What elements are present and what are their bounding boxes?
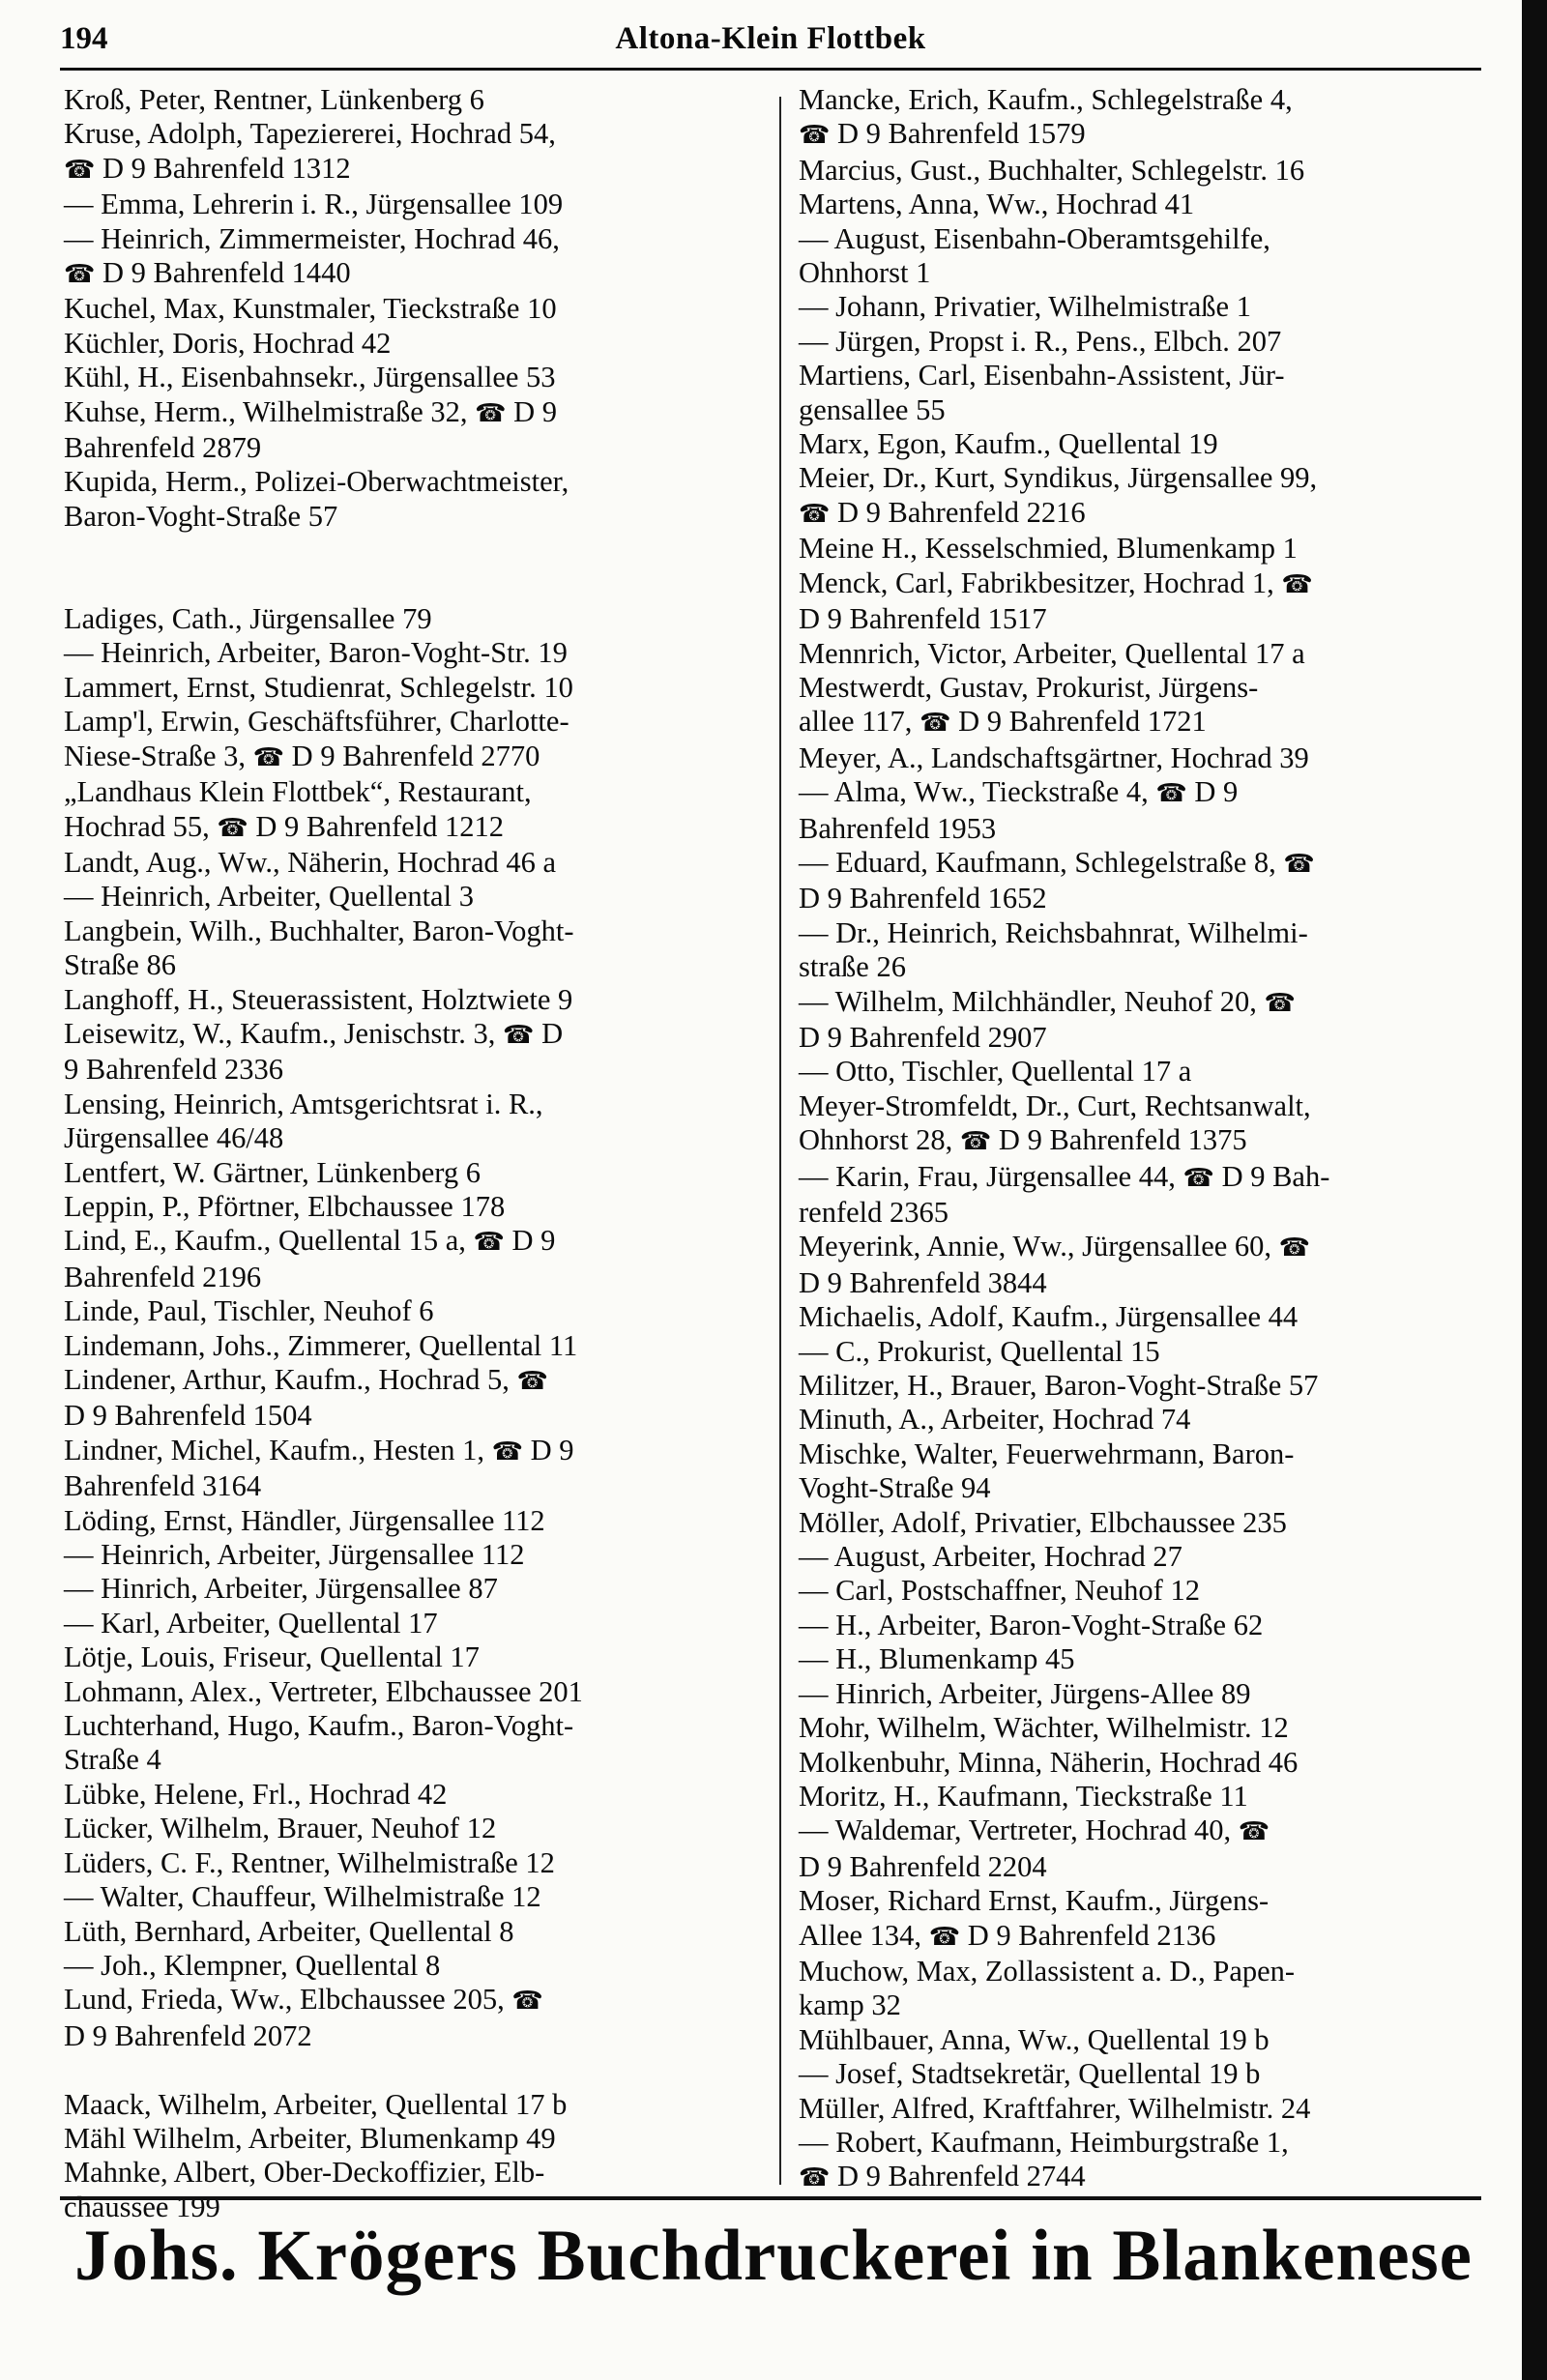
directory-entry-line: — Jürgen, Propst i. R., Pens., Elbch. 207 <box>799 324 1282 358</box>
directory-entry-line: Küchler, Doris, Hochrad 42 <box>64 326 392 360</box>
telephone-icon: ☎ <box>959 1127 992 1157</box>
directory-entry-line: Lübke, Helene, Frl., Hochrad 42 <box>64 1777 448 1811</box>
telephone-icon: ☎ <box>503 1020 535 1050</box>
section-gap <box>64 2053 756 2087</box>
directory-entry-line: Ohnhorst 28, ☎ D 9 Bahrenfeld 1375 <box>799 1123 1247 1157</box>
directory-entry-line: Lund, Frieda, Ww., Elbchaussee 205, ☎ <box>64 1983 543 2017</box>
directory-entry-line: Kühl, H., Eisenbahnsekr., Jürgensallee 53 <box>64 361 556 394</box>
directory-entry-line: — Heinrich, Arbeiter, Baron-Voght-Str. 19 <box>64 636 568 670</box>
directory-entry-line: Moritz, H., Kaufmann, Tieckstraße 11 <box>799 1779 1248 1813</box>
telephone-icon: ☎ <box>475 398 507 428</box>
directory-entry-line: Lüders, C. F., Rentner, Wilhelmistraße 12 <box>64 1845 555 1879</box>
column-divider <box>779 97 781 2185</box>
directory-entry-line: Bahrenfeld 3164 <box>64 1469 262 1503</box>
directory-entry-line: Lentfert, W. Gärtner, Lünkenberg 6 <box>64 1155 482 1189</box>
directory-entry-line: Bahrenfeld 2196 <box>64 1260 262 1293</box>
directory-entry-line: Allee 134, ☎ D 9 Bahrenfeld 2136 <box>799 1918 1216 1952</box>
telephone-icon: ☎ <box>64 260 96 290</box>
directory-entry-line: D 9 Bahrenfeld 1504 <box>64 1399 312 1433</box>
directory-entry-line: ☎ D 9 Bahrenfeld 1312 <box>64 151 351 185</box>
directory-entry-line: Mohr, Wilhelm, Wächter, Wilhelmistr. 12 <box>799 1711 1289 1745</box>
directory-entry-line: Lamp'l, Erwin, Geschäftsführer, Charlotte- <box>64 705 569 739</box>
directory-entry-line: — Heinrich, Arbeiter, Quellental 3 <box>64 880 474 914</box>
directory-entry-line: Lücker, Wilhelm, Brauer, Neuhof 12 <box>64 1812 497 1845</box>
directory-entry-line: Meier, Dr., Kurt, Syndikus, Jürgensallee 99, <box>799 461 1318 495</box>
directory-entry-line: Lammert, Ernst, Studienrat, Schlegelstr. 10 <box>64 670 573 704</box>
directory-entry-line: chaussee 199 <box>64 2190 220 2223</box>
directory-entry-line: — August, Arbeiter, Hochrad 27 <box>799 1540 1182 1574</box>
directory-entry-line: „Landhaus Klein Flottbek“, Restaurant, <box>64 775 532 809</box>
directory-entry-line: Mennrich, Victor, Arbeiter, Quellental 17 a <box>799 636 1305 670</box>
directory-entry-line: — Johann, Privatier, Wilhelmistraße 1 <box>799 290 1251 324</box>
right-column <box>799 83 1491 2196</box>
directory-entry-line: Lötje, Louis, Friseur, Quellental 17 <box>64 1640 480 1674</box>
page-header <box>60 14 1481 62</box>
directory-entry-line: ☎ D 9 Bahrenfeld 2744 <box>799 2160 1086 2193</box>
telephone-icon: ☎ <box>217 813 248 843</box>
directory-entry-line: ☎ D 9 Bahrenfeld 1440 <box>64 256 351 290</box>
directory-entry-line: — Otto, Tischler, Quellental 17 a <box>799 1055 1192 1088</box>
directory-entry-line: — Wilhelm, Milchhändler, Neuhof 20, ☎ <box>799 984 1296 1018</box>
directory-entry-line: Michaelis, Adolf, Kaufm., Jürgensallee 44 <box>799 1300 1299 1334</box>
telephone-icon: ☎ <box>1238 1817 1270 1847</box>
directory-entry-line: — Heinrich, Zimmermeister, Hochrad 46, <box>64 221 560 255</box>
directory-entry-line: D 9 Bahrenfeld 1652 <box>799 882 1047 915</box>
directory-entry-line: Leisewitz, W., Kaufm., Jenischstr. 3, ☎ D <box>64 1016 564 1050</box>
telephone-icon: ☎ <box>799 121 831 151</box>
page-number: 194 <box>60 21 108 56</box>
directory-entry-line: Müller, Alfred, Kraftfahrer, Wilhelmistr. 24 <box>799 2091 1311 2125</box>
telephone-icon: ☎ <box>799 2163 831 2193</box>
telephone-icon: ☎ <box>252 742 285 772</box>
directory-entry-line: Lindener, Arthur, Kaufm., Hochrad 5, ☎ <box>64 1363 548 1396</box>
directory-entry-line: Lindner, Michel, Kaufm., Hesten 1, ☎ D 9 <box>64 1433 574 1466</box>
directory-entry-line: Niese-Straße 3, ☎ D 9 Bahrenfeld 2770 <box>64 739 540 772</box>
directory-entry-line: ☎ D 9 Bahrenfeld 2216 <box>799 495 1086 529</box>
directory-entry-line: renfeld 2365 <box>799 1196 949 1229</box>
directory-entry-line: Hochrad 55, ☎ D 9 Bahrenfeld 1212 <box>64 809 505 843</box>
directory-entry-line: Voght-Straße 94 <box>799 1471 991 1505</box>
telephone-icon: ☎ <box>928 1922 961 1952</box>
telephone-icon: ☎ <box>1182 1163 1214 1193</box>
directory-entry-line: — Carl, Postschaffner, Neuhof 12 <box>799 1574 1200 1608</box>
telephone-icon: ☎ <box>511 1987 543 2017</box>
directory-entry-line: — Karl, Arbeiter, Quellental 17 <box>64 1606 438 1640</box>
directory-entry-line: Mischke, Walter, Feuerwehrmann, Baron- <box>799 1437 1295 1470</box>
directory-entry-line: Bahrenfeld 2879 <box>64 431 262 465</box>
directory-entry-line: Bahrenfeld 1953 <box>799 811 997 845</box>
directory-entry-line: — Hinrich, Arbeiter, Jürgens-Allee 89 <box>799 1676 1251 1710</box>
directory-entry-line: Kroß, Peter, Rentner, Lünkenberg 6 <box>64 83 484 116</box>
printer-advertisement: Johs. Krögers Buchdruckerei in Blankenese <box>74 2216 1473 2296</box>
directory-entry-line: — Hinrich, Arbeiter, Jürgensallee 87 <box>64 1572 498 1606</box>
directory-entry-line: — Waldemar, Vertreter, Hochrad 40, ☎ <box>799 1814 1270 1847</box>
directory-entry-line: — H., Arbeiter, Baron-Voght-Straße 62 <box>799 1608 1264 1641</box>
telephone-icon: ☎ <box>491 1437 523 1466</box>
directory-entry-line: — Josef, Stadtsekretär, Quellental 19 b <box>799 2057 1261 2091</box>
directory-entry-line: Mahnke, Albert, Ober-Deckoffizier, Elb- <box>64 2156 545 2190</box>
directory-entry-line: Kuchel, Max, Kunstmaler, Tieckstraße 10 <box>64 292 557 326</box>
directory-entry-line: ☎ D 9 Bahrenfeld 1579 <box>799 117 1086 151</box>
directory-entry-line: Jürgensallee 46/48 <box>64 1121 284 1155</box>
directory-entry-line: Langhoff, H., Steuerassistent, Holztwiete 9 <box>64 982 573 1016</box>
telephone-icon: ☎ <box>799 499 831 529</box>
running-head: Altona-Klein Flottbek <box>615 21 926 56</box>
directory-entry-line: straße 26 <box>799 950 906 984</box>
directory-entry-line: Mähl Wilhelm, Arbeiter, Blumenkamp 49 <box>64 2121 556 2155</box>
telephone-icon: ☎ <box>1283 849 1315 879</box>
directory-entry-line: D 9 Bahrenfeld 2204 <box>799 1849 1047 1883</box>
footer-rule <box>60 2196 1481 2200</box>
directory-entry-line: Moser, Richard Ernst, Kaufm., Jürgens- <box>799 1884 1270 1918</box>
directory-entry-line: — Joh., Klempner, Quellental 8 <box>64 1948 441 1982</box>
directory-entry-line: Linde, Paul, Tischler, Neuhof 6 <box>64 1294 434 1328</box>
directory-entry-line: Muchow, Max, Zollassistent a. D., Papen- <box>799 1954 1296 1988</box>
directory-entry-line: Mancke, Erich, Kaufm., Schlegelstraße 4, <box>799 83 1293 116</box>
directory-entry-line: Meyerink, Annie, Ww., Jürgensallee 60, ☎ <box>799 1230 1311 1263</box>
directory-entry-line: Kupida, Herm., Polizei-Oberwachtmeister, <box>64 465 569 499</box>
directory-entry-line: Baron-Voght-Straße 57 <box>64 499 338 533</box>
directory-entry-line: D 9 Bahrenfeld 2907 <box>799 1020 1047 1054</box>
directory-entry-line: Langbein, Wilh., Buchhalter, Baron-Voght- <box>64 914 574 947</box>
directory-entry-line: Straße 86 <box>64 948 177 982</box>
directory-entry-line: D 9 Bahrenfeld 3844 <box>799 1265 1047 1299</box>
directory-entry-line: Straße 4 <box>64 1743 161 1777</box>
directory-entry-line: — Dr., Heinrich, Reichsbahnrat, Wilhelmi- <box>799 915 1308 949</box>
directory-entry-line: allee 117, ☎ D 9 Bahrenfeld 1721 <box>799 705 1207 739</box>
directory-entry-line: Minuth, A., Arbeiter, Hochrad 74 <box>799 1403 1191 1437</box>
section-gap <box>64 568 756 602</box>
directory-entry-line: Lüth, Bernhard, Arbeiter, Quellental 8 <box>64 1914 514 1948</box>
directory-entry-line: Ohnhorst 1 <box>799 256 931 290</box>
telephone-icon: ☎ <box>516 1367 548 1396</box>
directory-entry-line: Martiens, Carl, Eisenbahn-Assistent, Jür- <box>799 359 1285 392</box>
telephone-icon: ☎ <box>64 155 96 185</box>
telephone-icon: ☎ <box>1264 988 1296 1018</box>
directory-entry-line: Marcius, Gust., Buchhalter, Schlegelstr. 16 <box>799 153 1305 187</box>
telephone-icon: ☎ <box>1155 779 1187 809</box>
directory-entry-line: Meyer-Stromfeldt, Dr., Curt, Rechtsanwalt, <box>799 1088 1311 1122</box>
directory-entry-line: Meine H., Kesselschmied, Blumenkamp 1 <box>799 532 1298 566</box>
directory-entry-line: — Eduard, Kaufmann, Schlegelstraße 8, ☎ <box>799 845 1315 879</box>
telephone-icon: ☎ <box>919 709 951 739</box>
directory-entry-line: — Walter, Chauffeur, Wilhelmistraße 12 <box>64 1880 541 1914</box>
directory-entry-line: — Alma, Ww., Tieckstraße 4, ☎ D 9 <box>799 775 1239 809</box>
directory-entry-line: — Karin, Frau, Jürgensallee 44, ☎ D 9 Bah- <box>799 1159 1330 1193</box>
directory-entry-line: Kuhse, Herm., Wilhelmistraße 32, ☎ D 9 <box>64 394 558 428</box>
directory-entry-line: Leppin, P., Pförtner, Elbchaussee 178 <box>64 1189 506 1223</box>
directory-entry-line: 9 Bahrenfeld 2336 <box>64 1053 283 1087</box>
directory-entry-line: Kruse, Adolph, Tapeziererei, Hochrad 54, <box>64 117 556 151</box>
directory-entry-line: Lohmann, Alex., Vertreter, Elbchaussee 201 <box>64 1674 583 1708</box>
directory-entry-line: — Robert, Kaufmann, Heimburgstraße 1, <box>799 2125 1289 2159</box>
directory-entry-line: — Heinrich, Arbeiter, Jürgensallee 112 <box>64 1538 525 1572</box>
directory-entry-line: kamp 32 <box>799 1988 901 2022</box>
directory-entry-line: Meyer, A., Landschaftsgärtner, Hochrad 39 <box>799 740 1309 774</box>
directory-entry-line: — H., Blumenkamp 45 <box>799 1642 1075 1676</box>
directory-entry-line: Lind, E., Kaufm., Quellental 15 a, ☎ D 9 <box>64 1224 556 1258</box>
directory-entry-line: — August, Eisenbahn-Oberamtsgehilfe, <box>799 221 1270 255</box>
directory-entry-line: Martens, Anna, Ww., Hochrad 41 <box>799 188 1195 221</box>
telephone-icon: ☎ <box>473 1228 505 1258</box>
directory-entry-line: Luchterhand, Hugo, Kaufm., Baron-Voght- <box>64 1709 574 1743</box>
directory-entry-line: Mestwerdt, Gustav, Prokurist, Jürgens- <box>799 670 1259 704</box>
directory-entry-line: Marx, Egon, Kaufm., Quellental 19 <box>799 427 1218 461</box>
left-column <box>64 83 756 2224</box>
directory-entry-line: — Emma, Lehrerin i. R., Jürgensallee 109 <box>64 188 564 221</box>
directory-entry-line: Landt, Aug., Ww., Näherin, Hochrad 46 a <box>64 845 557 879</box>
section-gap <box>64 534 756 567</box>
directory-entry-line: Löding, Ernst, Händler, Jürgensallee 112 <box>64 1503 545 1537</box>
directory-entry-line: Menck, Carl, Fabrikbesitzer, Hochrad 1, ☎ <box>799 566 1313 599</box>
directory-entry-line: — C., Prokurist, Quellental 15 <box>799 1334 1160 1368</box>
directory-entry-line: Militzer, H., Brauer, Baron-Voght-Straße 57 <box>799 1369 1319 1403</box>
directory-entry-line: Mühlbauer, Anna, Ww., Quellental 19 b <box>799 2022 1270 2056</box>
directory-entry-line: Lensing, Heinrich, Amtsgerichtsrat i. R., <box>64 1087 543 1120</box>
telephone-icon: ☎ <box>1278 1234 1311 1263</box>
directory-entry-line: D 9 Bahrenfeld 2072 <box>64 2018 312 2052</box>
telephone-icon: ☎ <box>1281 569 1313 599</box>
directory-entry-line: D 9 Bahrenfeld 1517 <box>799 602 1047 636</box>
header-rule <box>60 68 1481 71</box>
directory-entry-line: gensallee 55 <box>799 392 946 426</box>
directory-entry-line: Maack, Wilhelm, Arbeiter, Quellental 17 b <box>64 2087 568 2121</box>
directory-entry-line: Lindemann, Johs., Zimmerer, Quellental 11 <box>64 1328 578 1362</box>
directory-entry-line: Ladiges, Cath., Jürgensallee 79 <box>64 602 432 636</box>
directory-entry-line: Molkenbuhr, Minna, Näherin, Hochrad 46 <box>799 1745 1299 1779</box>
directory-entry-line: Möller, Adolf, Privatier, Elbchaussee 235 <box>799 1505 1287 1539</box>
